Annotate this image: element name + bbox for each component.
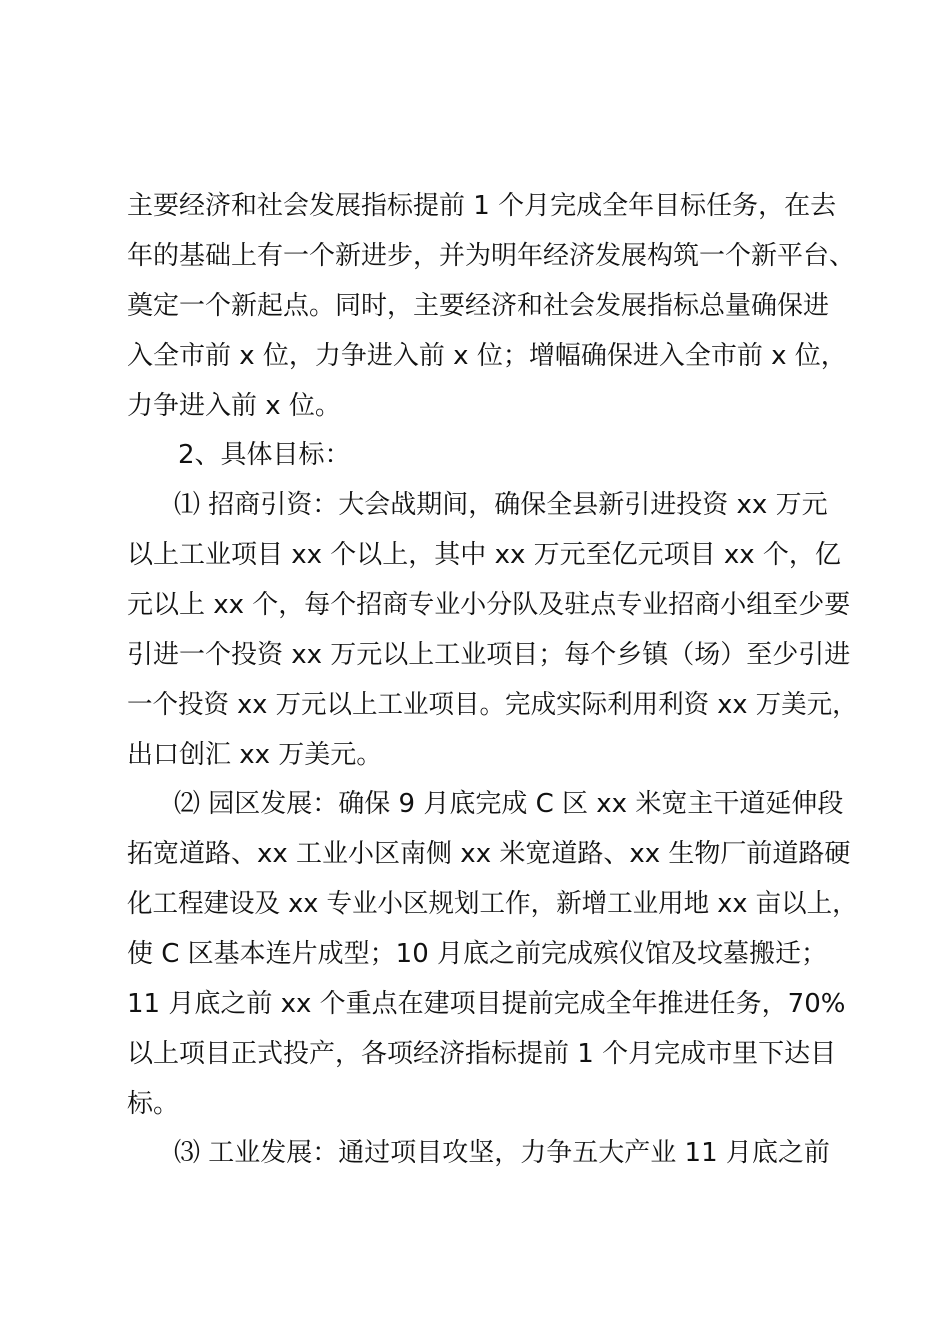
paragraph-line: 化工程建设及 xx 专业小区规划工作，新增工业用地 xx 亩以上，: [127, 889, 858, 919]
paragraph-line: 以上项目正式投产，各项经济指标提前 1 个月完成市里下达目: [127, 1039, 837, 1069]
paragraph-line: 一个投资 xx 万元以上工业项目。完成实际利用利资 xx 万美元，: [127, 690, 858, 720]
paragraph-line: 以上工业项目 xx 个以上，其中 xx 万元至亿元项目 xx 个，亿: [127, 540, 841, 570]
paragraph-line: 入全市前 x 位，力争进入前 x 位；增幅确保进入全市前 x 位，: [127, 341, 847, 371]
paragraph-line: 标。: [127, 1089, 180, 1119]
paragraph-line: ⑶ 工业发展：通过项目攻坚，力争五大产业 11 月底之前: [174, 1138, 830, 1168]
paragraph-line: 力争进入前 x 位。: [127, 391, 341, 421]
paragraph-line: ⑵ 园区发展：确保 9 月底完成 C 区 xx 米宽主干道延伸段: [174, 789, 844, 819]
paragraph-line: 元以上 xx 个，每个招商专业小分队及驻点专业招商小组至少要: [127, 590, 851, 620]
section-heading: 2、具体目标：: [178, 440, 351, 470]
paragraph-line: 奠定一个新起点。同时，主要经济和社会发展指标总量确保进: [127, 291, 830, 321]
paragraph-line: 拓宽道路、xx 工业小区南侧 xx 米宽道路、xx 生物厂前道路硬: [127, 839, 851, 869]
paragraph-line: ⑴ 招商引资：大会战期间，确保全县新引进投资 xx 万元: [174, 490, 828, 520]
paragraph-line: 11 月底之前 xx 个重点在建项目提前完成全年推进任务，70%: [127, 989, 846, 1019]
paragraph-line: 引进一个投资 xx 万元以上工业项目；每个乡镇（场）至少引进: [127, 640, 851, 670]
paragraph-line: 使 C 区基本连片成型；10 月底之前完成殡仪馆及坟墓搬迁；: [127, 939, 828, 969]
paragraph-line: 主要经济和社会发展指标提前 1 个月完成全年目标任务，在去: [127, 191, 837, 221]
paragraph-line: 年的基础上有一个新进步，并为明年经济发展构筑一个新平台、: [127, 241, 856, 271]
paragraph-line: 出口创汇 xx 万美元。: [127, 740, 383, 770]
